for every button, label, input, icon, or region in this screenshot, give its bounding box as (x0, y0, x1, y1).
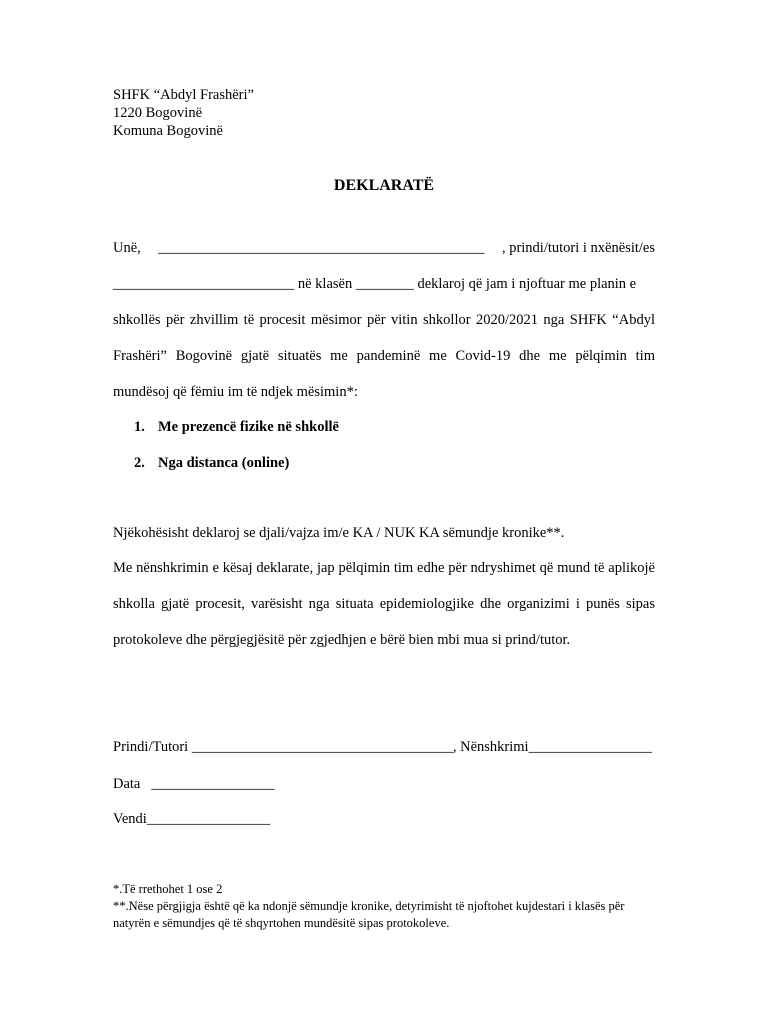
parent-blank[interactable]: ____________________________________ (191, 739, 453, 755)
school-name: SHFK “Abdyl Frashëri” (113, 87, 254, 103)
postal-address: 1220 Bogovinë (113, 105, 203, 121)
parent-label: Prindi/Tutori (113, 739, 192, 755)
option-2[interactable] (134, 454, 289, 472)
date-label: Data (113, 776, 152, 792)
intro-declare-text: deklaroj që jam i njoftuar me planin e (413, 276, 637, 292)
signature-blank[interactable]: _________________ (528, 739, 652, 755)
student-name-blank[interactable]: _________________________ (113, 276, 295, 292)
option-number: 1. (134, 419, 145, 435)
footnote-1: *.Të rrethohet 1 ose 2 (113, 882, 223, 896)
class-label: në klasën (294, 276, 356, 292)
place-blank[interactable]: _________________ (146, 811, 271, 827)
footnote-2: **.Nëse përgjigja është që ka ndonjë sëmundje kronike, detyrimisht të njoftohet kujdestari i klasës për natyrën e sëmundjes që të shqyrtohen mundësitë sipas protokoleve. (113, 899, 625, 930)
intro-pronoun: Unë, (113, 240, 141, 256)
intro-body: shkollës për zhvillim të procesit mësimor për vitin shkollor 2020/2021 nga SHFK “Abdyl Frashëri” Bogovinë gjatë situatës me pandeminë me Covid-19 dhe me pëlqimin tim mundësoj që fëmiu im të ndjek mësimin*: (113, 312, 655, 400)
place-line (113, 810, 270, 828)
option-label: Nga distanca (online) (158, 455, 290, 471)
municipality: Komuna Bogovinë (113, 123, 223, 139)
document-title: DEKLARATË (333, 177, 435, 194)
consent-paragraph: Me nënshkrimin e kësaj deklarate, jap pëlqimin tim edhe për ndryshimet që mund të aplikojë shkolla gjatë procesit, varësisht nga situata epidemiologjike dhe organizimi i punës sipas protokoleve dhe përgjegjësitë për zgjedhjen e bërë bien mbi mua si prind/tutor. (113, 560, 655, 648)
intro-line-1 (113, 230, 655, 266)
chronic-illness-statement: Njëkohësisht deklaroj se djali/vajza im/e KA / NUK KA sëmundje kronike**. (113, 525, 565, 541)
option-1[interactable] (134, 418, 339, 436)
date-blank[interactable]: _________________ (151, 776, 275, 792)
option-label: Me prezencë fizike në shkollë (158, 419, 339, 435)
parent-signature-line (113, 738, 652, 756)
class-blank[interactable]: ________ (355, 276, 414, 292)
declaration-intro (113, 230, 655, 410)
parent-name-blank[interactable]: _____________________________________________ (158, 240, 485, 256)
date-line (113, 775, 275, 793)
intro-role-text: , prindi/tutori i nxënësit/es (501, 240, 655, 256)
place-label: Vendi (113, 811, 147, 827)
signature-label: , Nënshkrimi (452, 739, 529, 755)
option-number: 2. (134, 455, 145, 471)
intro-line-2 (113, 266, 655, 302)
